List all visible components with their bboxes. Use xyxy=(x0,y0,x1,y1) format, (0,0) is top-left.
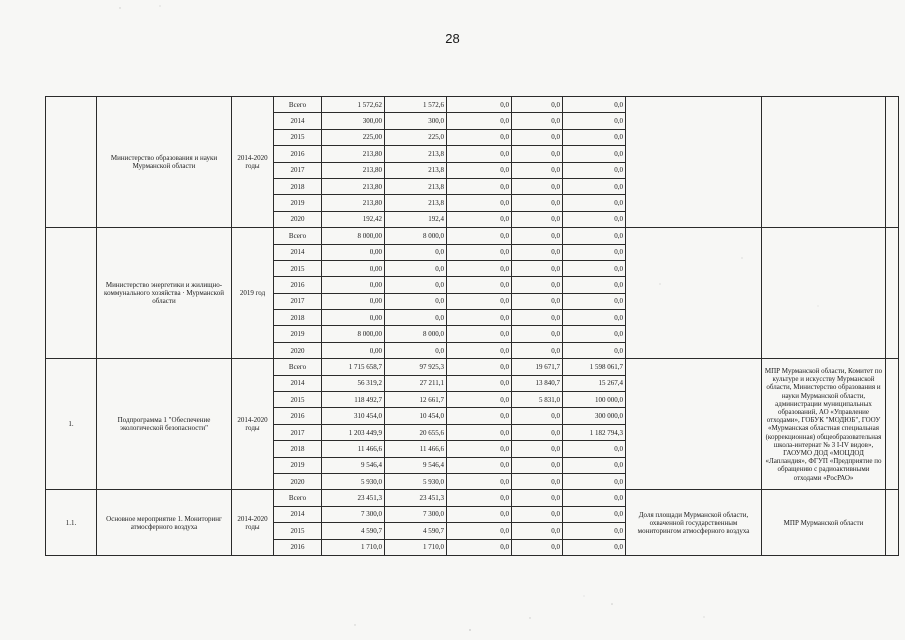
federal-budget-cell: 0,0 xyxy=(447,260,512,276)
extrabudget-cell: 0,0 xyxy=(563,490,626,506)
year-cell: Всего xyxy=(274,228,322,244)
extrabudget-cell: 0,0 xyxy=(563,277,626,293)
regional-budget-cell: 192,4 xyxy=(385,211,447,227)
year-cell: 2017 xyxy=(274,162,322,178)
year-cell: 2018 xyxy=(274,310,322,326)
table-row xyxy=(46,97,899,113)
table-row xyxy=(46,359,899,375)
local-budget-cell: 0,0 xyxy=(512,473,563,489)
federal-budget-cell: 0,0 xyxy=(447,408,512,424)
local-budget-cell: 0,0 xyxy=(512,277,563,293)
local-budget-cell: 0,0 xyxy=(512,146,563,162)
local-budget-cell: 0,0 xyxy=(512,523,563,539)
total-cell: 8 000,00 xyxy=(322,228,385,244)
local-budget-cell: 0,0 xyxy=(512,211,563,227)
total-cell: 225,00 xyxy=(322,129,385,145)
federal-budget-cell: 0,0 xyxy=(447,490,512,506)
local-budget-cell: 0,0 xyxy=(512,129,563,145)
extrabudget-cell: 0,0 xyxy=(563,441,626,457)
federal-budget-cell: 0,0 xyxy=(447,392,512,408)
regional-budget-cell: 11 466,6 xyxy=(385,441,447,457)
year-cell: 2014 xyxy=(274,244,322,260)
regional-budget-cell: 0,0 xyxy=(385,277,447,293)
total-cell: 0,00 xyxy=(322,260,385,276)
local-budget-cell: 0,0 xyxy=(512,326,563,342)
regional-budget-cell: 20 655,6 xyxy=(385,424,447,440)
year-cell: 2019 xyxy=(274,195,322,211)
regional-budget-cell: 23 451,3 xyxy=(385,490,447,506)
extrabudget-cell: 0,0 xyxy=(563,178,626,194)
total-cell: 118 492,7 xyxy=(322,392,385,408)
year-cell: 2014 xyxy=(274,375,322,391)
federal-budget-cell: 0,0 xyxy=(447,473,512,489)
indicator-cell xyxy=(626,359,762,490)
group-name: Министерство образования и науки Мурманской области xyxy=(97,97,232,228)
table-row xyxy=(46,228,899,244)
extrabudget-cell: 0,0 xyxy=(563,539,626,555)
local-budget-cell: 0,0 xyxy=(512,408,563,424)
year-cell: 2016 xyxy=(274,539,322,555)
total-cell: 23 451,3 xyxy=(322,490,385,506)
regional-budget-cell: 1 710,0 xyxy=(385,539,447,555)
indicator-cell xyxy=(626,228,762,359)
total-cell: 5 930,0 xyxy=(322,473,385,489)
federal-budget-cell: 0,0 xyxy=(447,424,512,440)
edge-cell xyxy=(886,359,899,490)
extrabudget-cell: 0,0 xyxy=(563,473,626,489)
federal-budget-cell: 0,0 xyxy=(447,457,512,473)
year-cell: 2019 xyxy=(274,457,322,473)
regional-budget-cell: 8 000,0 xyxy=(385,326,447,342)
group-number xyxy=(46,228,97,359)
group-period: 2014-2020 годы xyxy=(232,490,274,556)
federal-budget-cell: 0,0 xyxy=(447,228,512,244)
regional-budget-cell: 213,8 xyxy=(385,146,447,162)
table-row xyxy=(46,490,899,506)
year-cell: 2015 xyxy=(274,523,322,539)
local-budget-cell: 0,0 xyxy=(512,244,563,260)
extrabudget-cell: 100 000,0 xyxy=(563,392,626,408)
total-cell: 192,42 xyxy=(322,211,385,227)
regional-budget-cell: 8 000,0 xyxy=(385,228,447,244)
local-budget-cell: 0,0 xyxy=(512,424,563,440)
local-budget-cell: 13 840,7 xyxy=(512,375,563,391)
federal-budget-cell: 0,0 xyxy=(447,113,512,129)
federal-budget-cell: 0,0 xyxy=(447,506,512,522)
group-period: 2019 год xyxy=(232,228,274,359)
group-period: 2014-2020 годы xyxy=(232,97,274,228)
extrabudget-cell: 0,0 xyxy=(563,162,626,178)
federal-budget-cell: 0,0 xyxy=(447,97,512,113)
regional-budget-cell: 1 572,6 xyxy=(385,97,447,113)
federal-budget-cell: 0,0 xyxy=(447,146,512,162)
regional-budget-cell: 0,0 xyxy=(385,310,447,326)
total-cell: 9 546,4 xyxy=(322,457,385,473)
regional-budget-cell: 7 300,0 xyxy=(385,506,447,522)
total-cell: 213,80 xyxy=(322,195,385,211)
extrabudget-cell: 0,0 xyxy=(563,129,626,145)
total-cell: 0,00 xyxy=(322,310,385,326)
federal-budget-cell: 0,0 xyxy=(447,162,512,178)
group-period: 2014-2020 годы xyxy=(232,359,274,490)
federal-budget-cell: 0,0 xyxy=(447,359,512,375)
page-number: 28 xyxy=(445,31,460,46)
extrabudget-cell: 15 267,4 xyxy=(563,375,626,391)
federal-budget-cell: 0,0 xyxy=(447,441,512,457)
total-cell: 1 203 449,9 xyxy=(322,424,385,440)
regional-budget-cell: 213,8 xyxy=(385,195,447,211)
extrabudget-cell: 0,0 xyxy=(563,523,626,539)
year-cell: 2018 xyxy=(274,178,322,194)
federal-budget-cell: 0,0 xyxy=(447,277,512,293)
responsible-cell xyxy=(762,228,886,359)
local-budget-cell: 0,0 xyxy=(512,293,563,309)
regional-budget-cell: 213,8 xyxy=(385,162,447,178)
extrabudget-cell: 0,0 xyxy=(563,326,626,342)
local-budget-cell: 0,0 xyxy=(512,490,563,506)
local-budget-cell: 0,0 xyxy=(512,178,563,194)
regional-budget-cell: 0,0 xyxy=(385,260,447,276)
federal-budget-cell: 0,0 xyxy=(447,375,512,391)
federal-budget-cell: 0,0 xyxy=(447,178,512,194)
year-cell: 2016 xyxy=(274,408,322,424)
extrabudget-cell: 0,0 xyxy=(563,342,626,358)
extrabudget-cell: 0,0 xyxy=(563,293,626,309)
responsible-cell xyxy=(762,97,886,228)
total-cell: 300,00 xyxy=(322,113,385,129)
group-number: 1. xyxy=(46,359,97,490)
total-cell: 8 000,00 xyxy=(322,326,385,342)
year-cell: 2014 xyxy=(274,506,322,522)
responsible-cell: МПР Мурманской области, Комитет по культуре и искусству Мурманской области, Министерство образования и науки Мурманской области, администрации муниципальных образований, АО «Управление отходами», ГОБУК "МОДЮБ", ГООУ «Мурманская областная специальная (коррекционная) общеобразовательная школа-интернат № 3 I-IV видов», ГАОУМО ДОД «МОЦДОД «Лапландия», ФГУП «Предприятие по обращению с радиоактивными отходами «РосРАО» xyxy=(762,359,886,490)
extrabudget-cell: 0,0 xyxy=(563,228,626,244)
total-cell: 0,00 xyxy=(322,244,385,260)
year-cell: 2017 xyxy=(274,293,322,309)
extrabudget-cell: 0,0 xyxy=(563,506,626,522)
extrabudget-cell: 0,0 xyxy=(563,211,626,227)
regional-budget-cell: 0,0 xyxy=(385,342,447,358)
regional-budget-cell: 300,0 xyxy=(385,113,447,129)
edge-cell xyxy=(886,490,899,556)
extrabudget-cell: 0,0 xyxy=(563,97,626,113)
budget-table xyxy=(45,96,899,556)
local-budget-cell: 0,0 xyxy=(512,310,563,326)
year-cell: 2019 xyxy=(274,326,322,342)
year-cell: Всего xyxy=(274,490,322,506)
total-cell: 213,80 xyxy=(322,162,385,178)
local-budget-cell: 0,0 xyxy=(512,97,563,113)
total-cell: 1 710,0 xyxy=(322,539,385,555)
year-cell: 2020 xyxy=(274,473,322,489)
group-number xyxy=(46,97,97,228)
year-cell: Всего xyxy=(274,359,322,375)
extrabudget-cell: 0,0 xyxy=(563,195,626,211)
regional-budget-cell: 0,0 xyxy=(385,293,447,309)
total-cell: 0,00 xyxy=(322,293,385,309)
group-name: Подпрограмма 1 "Обеспечение экологической безопасности" xyxy=(97,359,232,490)
regional-budget-cell: 97 925,3 xyxy=(385,359,447,375)
local-budget-cell: 0,0 xyxy=(512,342,563,358)
total-cell: 0,00 xyxy=(322,277,385,293)
federal-budget-cell: 0,0 xyxy=(447,342,512,358)
total-cell: 11 466,6 xyxy=(322,441,385,457)
group-name: Министерство энергетики и жилищно-коммунального хозяйства · Мурманской области xyxy=(97,228,232,359)
federal-budget-cell: 0,0 xyxy=(447,293,512,309)
federal-budget-cell: 0,0 xyxy=(447,244,512,260)
regional-budget-cell: 4 590,7 xyxy=(385,523,447,539)
responsible-cell: МПР Мурманской области xyxy=(762,490,886,556)
extrabudget-cell: 0,0 xyxy=(563,457,626,473)
local-budget-cell: 19 671,7 xyxy=(512,359,563,375)
regional-budget-cell: 0,0 xyxy=(385,244,447,260)
extrabudget-cell: 0,0 xyxy=(563,244,626,260)
local-budget-cell: 0,0 xyxy=(512,539,563,555)
total-cell: 4 590,7 xyxy=(322,523,385,539)
year-cell: 2020 xyxy=(274,211,322,227)
indicator-cell xyxy=(626,97,762,228)
federal-budget-cell: 0,0 xyxy=(447,523,512,539)
local-budget-cell: 0,0 xyxy=(512,195,563,211)
local-budget-cell: 0,0 xyxy=(512,441,563,457)
local-budget-cell: 0,0 xyxy=(512,228,563,244)
extrabudget-cell: 300 000,0 xyxy=(563,408,626,424)
local-budget-cell: 5 831,0 xyxy=(512,392,563,408)
group-number: 1.1. xyxy=(46,490,97,556)
federal-budget-cell: 0,0 xyxy=(447,539,512,555)
year-cell: 2018 xyxy=(274,441,322,457)
federal-budget-cell: 0,0 xyxy=(447,310,512,326)
federal-budget-cell: 0,0 xyxy=(447,129,512,145)
local-budget-cell: 0,0 xyxy=(512,457,563,473)
extrabudget-cell: 0,0 xyxy=(563,146,626,162)
year-cell: 2015 xyxy=(274,129,322,145)
regional-budget-cell: 12 661,7 xyxy=(385,392,447,408)
local-budget-cell: 0,0 xyxy=(512,113,563,129)
total-cell: 213,80 xyxy=(322,178,385,194)
extrabudget-cell: 0,0 xyxy=(563,310,626,326)
year-cell: Всего xyxy=(274,97,322,113)
total-cell: 1 715 658,7 xyxy=(322,359,385,375)
regional-budget-cell: 9 546,4 xyxy=(385,457,447,473)
local-budget-cell: 0,0 xyxy=(512,506,563,522)
year-cell: 2016 xyxy=(274,277,322,293)
extrabudget-cell: 1 182 794,3 xyxy=(563,424,626,440)
extrabudget-cell: 0,0 xyxy=(563,113,626,129)
year-cell: 2020 xyxy=(274,342,322,358)
total-cell: 213,80 xyxy=(322,146,385,162)
year-cell: 2015 xyxy=(274,260,322,276)
total-cell: 0,00 xyxy=(322,342,385,358)
federal-budget-cell: 0,0 xyxy=(447,211,512,227)
year-cell: 2015 xyxy=(274,392,322,408)
local-budget-cell: 0,0 xyxy=(512,260,563,276)
regional-budget-cell: 5 930,0 xyxy=(385,473,447,489)
federal-budget-cell: 0,0 xyxy=(447,326,512,342)
edge-cell xyxy=(886,97,899,228)
edge-cell xyxy=(886,228,899,359)
extrabudget-cell: 0,0 xyxy=(563,260,626,276)
indicator-cell: Доля площади Мурманской области, охваченной государственным мониторингом атмосферного воздуха xyxy=(626,490,762,556)
local-budget-cell: 0,0 xyxy=(512,162,563,178)
regional-budget-cell: 27 211,1 xyxy=(385,375,447,391)
extrabudget-cell: 1 598 061,7 xyxy=(563,359,626,375)
group-name: Основное мероприятие 1. Мониторинг атмосферного воздуха xyxy=(97,490,232,556)
federal-budget-cell: 0,0 xyxy=(447,195,512,211)
year-cell: 2014 xyxy=(274,113,322,129)
year-cell: 2016 xyxy=(274,146,322,162)
regional-budget-cell: 10 454,0 xyxy=(385,408,447,424)
year-cell: 2017 xyxy=(274,424,322,440)
total-cell: 310 454,0 xyxy=(322,408,385,424)
total-cell: 56 319,2 xyxy=(322,375,385,391)
regional-budget-cell: 213,8 xyxy=(385,178,447,194)
total-cell: 1 572,62 xyxy=(322,97,385,113)
regional-budget-cell: 225,0 xyxy=(385,129,447,145)
total-cell: 7 300,0 xyxy=(322,506,385,522)
